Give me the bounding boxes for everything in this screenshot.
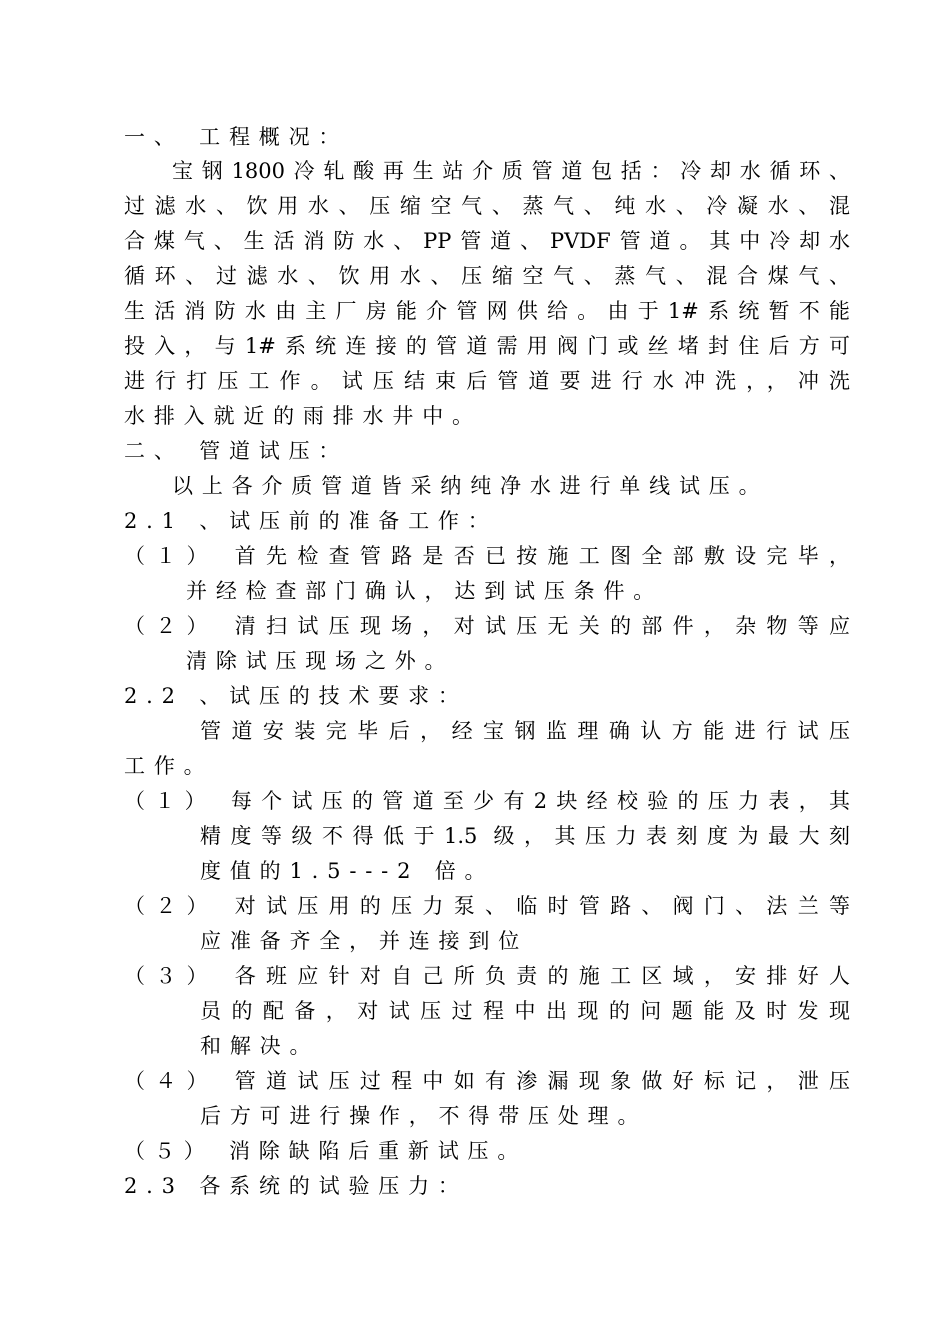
section-2-2-intro-line-1: 管道安装完毕后，经宝钢监理确认方能进行试压	[200, 719, 850, 743]
section-1-line-8: 水排入就近的雨排水井中。	[124, 404, 482, 428]
section-1-line-4: 循环、过滤水、饮用水、压缩空气、蒸气、混合煤气、	[124, 264, 850, 288]
section-2-2-item-1-line-3: 度值的1.5---2 倍。	[200, 859, 495, 883]
section-2-2-item-3-line-3: 和解决。	[200, 1034, 320, 1058]
section-2-heading: 二、 管道试压：	[124, 439, 349, 463]
section-2-2-heading: 2.2 、试压的技术要求：	[124, 684, 468, 708]
section-2-2-item-4-line-2: 后方可进行操作，不得带压处理。	[200, 1104, 648, 1128]
section-2-2-item-1-line-2: 精度等级不得低于1.5 级，其压力表刻度为最大刻	[200, 824, 850, 848]
section-2-2-intro-line-2: 工作。	[124, 754, 214, 778]
section-2-1-item-1-line-1: （１） 首先检查管路是否已按施工图全部敷设完毕，	[124, 544, 850, 568]
section-1-line-3: 合煤气、生活消防水、PP管道、PVDF管道。其中冷却水	[124, 229, 850, 253]
section-2-2-item-1-line-1: （１） 每个试压的管道至少有2块经校验的压力表，其	[124, 789, 850, 813]
section-1-heading: 一、 工程概况：	[124, 125, 349, 149]
section-1-line-5: 生活消防水由主厂房能介管网供给。由于1#系统暂不能	[124, 299, 850, 323]
section-1-line-7: 进行打压工作。试压结束后管道要进行水冲洗，，冲洗	[124, 369, 850, 393]
section-2-2-item-3-line-2: 员的配备，对试压过程中出现的问题能及时发现	[200, 999, 850, 1023]
section-2-2-item-2-line-2: 应准备齐全，并连接到位	[200, 929, 529, 953]
section-2-2-item-3-line-1: （３） 各班应针对自己所负责的施工区域，安排好人	[124, 964, 850, 988]
section-2-2-item-4-line-1: （４） 管道试压过程中如有渗漏现象做好标记，泄压	[124, 1069, 850, 1093]
section-1-line-6: 投入，与1#系统连接的管道需用阀门或丝堵封住后方可	[124, 334, 850, 358]
section-2-1-item-2-line-2: 清除试压现场之外。	[186, 649, 455, 673]
section-2-1-heading: 2.1 、试压前的准备工作：	[124, 509, 498, 533]
section-1-line-1: 宝钢1800冷轧酸再生站介质管道包括：冷却水循环、	[172, 159, 850, 183]
section-2-1-item-2-line-1: （２） 清扫试压现场，对试压无关的部件，杂物等应	[124, 614, 850, 638]
section-2-3-heading: 2.3 各系统的试验压力：	[124, 1174, 468, 1198]
section-1-line-2: 过滤水、饮用水、压缩空气、蒸气、纯水、冷凝水、混	[124, 194, 850, 218]
section-2-intro: 以上各介质管道皆采纳纯净水进行单线试压。	[172, 474, 769, 498]
section-2-2-item-5: （５） 消除缺陷后重新试压。	[124, 1139, 528, 1163]
section-2-1-item-1-line-2: 并经检查部门确认，达到试压条件。	[186, 579, 664, 603]
section-2-2-item-2-line-1: （２） 对试压用的压力泵、临时管路、阀门、法兰等	[124, 894, 850, 918]
